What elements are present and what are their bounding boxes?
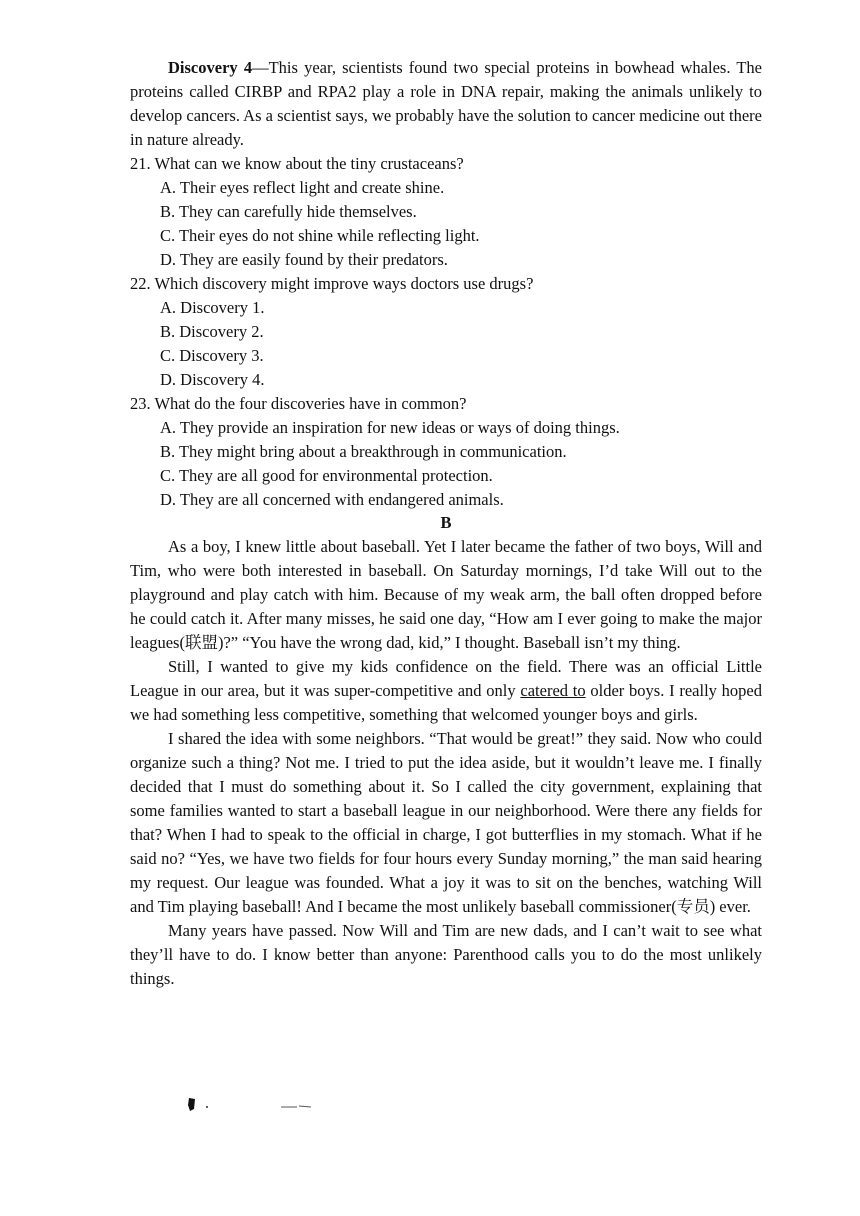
option-b: B. They might bring about a breakthrough in communication. [160,442,567,461]
option-d: D. Discovery 4. [160,370,265,389]
option-b: B. Discovery 2. [160,322,264,341]
question-22 [130,272,762,392]
passage-paragraph-3: I shared the idea with some neighbors. “That would be great!” they said. Now who could organize such a thing? Not me. I tried to put the idea aside, but it wouldn’t leave me. I finally decided that I must do something about it. So I called the city government, explaining that some families wanted to start a baseball league in our neighborhood. Were there any fields for that? When I had to speak to the official in charge, I got butterflies in my stomach. What if he said no? “Yes, we have two fields for four hours every Sunday morning,” the man said hearing my request. Our league was founded. What a joy it was to sit on the benches, watching Will and Tim playing baseball! And I became the most unlikely baseball commissioner(专员) ever. [130,729,762,916]
question-23 [130,392,762,512]
question-stem: 21. What can we know about the tiny crustaceans? [130,154,464,173]
option-c: C. Their eyes do not shine while reflecting light. [160,226,480,245]
discovery-4-text: —This year, scientists found two special proteins in bowhead whales. The proteins called CIRBP and RPA2 play a role in DNA repair, making the animals unlikely to develop cancers. As a scientist says, we probably have the solution to cancer medicine out there in nature already. [130,58,762,149]
option-d: D. They are all concerned with endangered animals. [160,490,504,509]
section-heading: B [440,513,452,532]
option-a: A. They provide an inspiration for new ideas or ways of doing things. [160,418,620,437]
paragraph-2-text: Still, I wanted to give my kids confidence on the field. There was an official Little League in our area, but it was super-competitive and only [130,657,762,700]
passage-paragraph-4: Many years have passed. Now Will and Tim are new dads, and I can’t wait to see what they’ll have to do. I know better than anyone: Parenthood calls you to do the most unlikely things. [130,921,762,988]
discovery-4-paragraph [130,56,762,152]
option-c: C. They are all good for environmental protection. [160,466,493,485]
discovery-4-label: Discovery 4 [168,58,253,77]
question-21 [130,152,762,272]
option-c: C. Discovery 3. [160,346,264,365]
paragraph-2-text-end: older boys. I really hoped we had something less competitive, something that welcomed younger boys and girls. [130,681,762,724]
passage-paragraph-1: As a boy, I knew little about baseball. Yet I later became the father of two boys, Will and Tim, who were both interested in baseball. On Saturday mornings, I’d take Will out to the playground and play catch with him. Because of my weak arm, the ball often dropped before he could catch it. After many misses, he said one day, “How am I ever going to make the major leagues(联盟)?” “You have the wrong dad, kid,” I thought. Baseball isn’t my thing. [130,537,762,652]
question-stem: 23. What do the four discoveries have in common? [130,394,467,413]
option-a: A. Discovery 1. [160,298,265,317]
discovery-4-section [130,56,762,152]
option-d: D. They are easily found by their predators. [160,250,448,269]
passage-b [130,510,762,991]
passage-paragraph-2 [130,655,762,727]
option-a: A. Their eyes reflect light and create shine. [160,178,445,197]
questions-section [130,152,762,512]
scan-mark [185,1095,325,1115]
question-stem: 22. Which discovery might improve ways doctors use drugs? [130,274,534,293]
underlined-phrase: catered to [520,681,586,700]
option-b: B. They can carefully hide themselves. [160,202,417,221]
